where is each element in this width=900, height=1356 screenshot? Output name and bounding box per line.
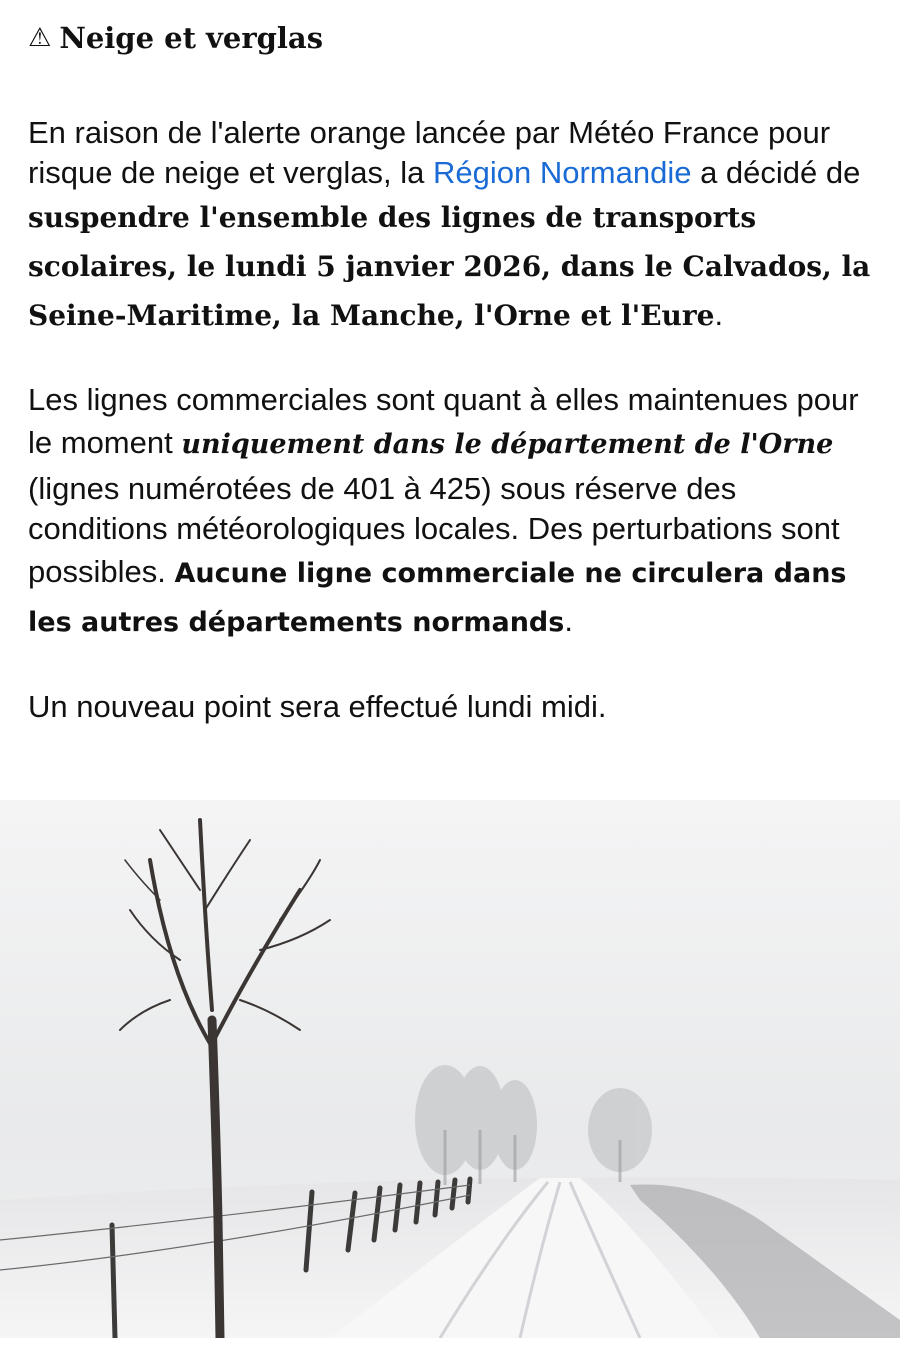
p1-bold-text: suspendre l'ensemble des lignes de transports scolaires, le lundi 5 janvier 2026, dans le Calvados, la Seine-Maritime, la Manche, l'Orne et l'Eure (28, 201, 871, 332)
paragraph-suspension (28, 113, 872, 340)
snowy-road-illustration (0, 800, 900, 1338)
p2-bold-italic-text: uniquement dans le département de l'Orne (181, 429, 834, 460)
region-normandie-link[interactable]: Région Normandie (432, 155, 692, 190)
snowy-road-photo[interactable] (0, 800, 900, 1338)
post-body (0, 18, 900, 727)
p1-text-2: a décidé de (691, 155, 861, 190)
warning-icon: ⚠ (28, 23, 52, 53)
paragraph-commercial-lines (28, 380, 872, 647)
p2-bold-text: Aucune ligne commerciale ne circulera dans les autres départements normands (28, 558, 847, 638)
p1-text-3: . (714, 297, 724, 332)
p1-text-1: En raison de l'alerte orange lancée par Météo France pour risque de neige et verglas, la (28, 115, 831, 190)
post-heading (28, 18, 872, 58)
heading-text: Neige et verglas (59, 21, 324, 55)
p2-text-2: (lignes numérotées de 401 à 425) sous réserve des conditions météorologiques locales. Des perturbations sont possibles. (28, 471, 840, 589)
p2-text-3: . (564, 603, 573, 638)
paragraph-next-update: Un nouveau point sera effectué lundi midi. (28, 689, 607, 724)
p2-text-1: Les lignes commerciales sont quant à elles maintenues pour le moment (28, 382, 859, 460)
